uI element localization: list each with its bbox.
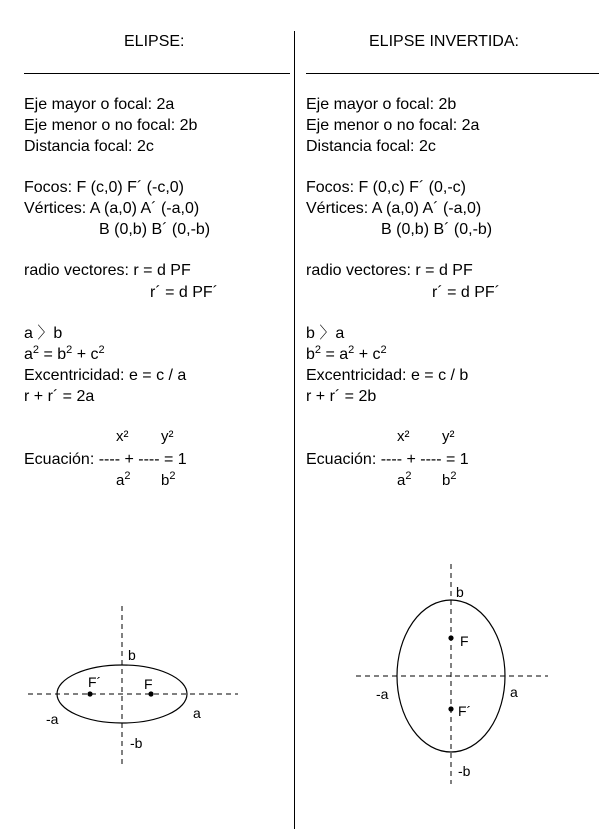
right-pit-plus: + c [354,346,381,363]
left-label-focus: F [144,676,153,692]
right-pit-eq: = a [321,346,349,363]
left-pit-plus: + c [72,346,99,363]
right-distancia-focal: Distancia focal: 2c [306,138,436,155]
left-focos: Focos: F (c,0) F´ (-c,0) [24,179,184,196]
right-label-minus-a: -a [376,686,389,702]
left-pit-a: a [24,346,33,363]
left-pit-exp2: 2 [66,344,73,356]
left-label-minus-a: -a [46,711,59,727]
right-eq-y-den-exp: 2 [450,470,457,482]
right-vertices-b: B (0,b) B´ (0,-b) [381,221,493,238]
right-pit-exp1: 2 [314,344,322,356]
right-relacion: b 〉a [306,325,345,342]
right-column-elipse-invertida [296,0,616,829]
right-pitagoras [306,345,387,366]
right-radio-vectores: radio vectores: r = d PF [306,262,473,279]
left-excentricidad: Excentricidad: e = c / a [24,367,187,384]
right-eq-x-num: x² [397,428,410,445]
right-suma-radios: r + r´ = 2b [306,388,377,405]
left-eq-y-den-base: b [161,472,170,489]
right-ellipse-diagram [296,560,616,790]
left-radio-prima: r´ = d PF´ [150,284,219,301]
left-eq-y-den-exp: 2 [169,470,176,482]
right-focos: Focos: F (0,c) F´ (0,-c) [306,179,466,196]
right-ecuacion: Ecuación: ---- + ---- = 1 [306,451,469,468]
right-eq-x-den [397,472,411,489]
right-label-minus-b: -b [458,763,471,779]
right-label-b: b [456,584,464,600]
left-title-rule [24,73,290,74]
left-eje-mayor: Eje mayor o focal: 2a [24,96,175,113]
left-eq-x-den [116,472,130,489]
right-focus-dot-top [448,635,453,640]
right-vertices-a: Vértices: A (a,0) A´ (-a,0) [306,200,482,217]
left-eq-y-den [161,472,175,489]
left-eje-menor: Eje menor o no focal: 2b [24,117,198,134]
right-pit-exp3: 2 [380,344,387,356]
right-radio-prima: r´ = d PF´ [432,284,501,301]
right-eq-x-den-exp: 2 [405,470,412,482]
right-pit-exp2: 2 [348,344,355,356]
left-ecuacion: Ecuación: ---- + ---- = 1 [24,451,187,468]
left-label-focus-prime: F´ [88,674,102,690]
left-focus-dot-right [148,691,153,696]
right-eq-y-den-base: b [442,472,451,489]
left-eq-x-den-exp: 2 [124,470,131,482]
left-vertices-a: Vértices: A (a,0) A´ (-a,0) [24,200,200,217]
left-radio-vectores: radio vectores: r = d PF [24,262,191,279]
right-eq-x-den-base: a [397,472,406,489]
right-excentricidad: Excentricidad: e = c / b [306,367,469,384]
right-eq-y-den [442,472,456,489]
right-title: ELIPSE INVERTIDA: [369,33,519,50]
left-label-a: a [193,705,201,721]
left-column-elipse [0,0,293,829]
left-pit-exp1: 2 [32,344,40,356]
left-eq-x-den-base: a [116,472,125,489]
right-label-focus: F [460,633,469,649]
left-distancia-focal: Distancia focal: 2c [24,138,154,155]
right-eq-y-num: y² [442,428,455,445]
left-pit-exp3: 2 [98,344,105,356]
left-pitagoras [24,345,105,366]
left-label-b: b [128,647,136,663]
right-label-a: a [510,684,518,700]
left-title: ELIPSE: [124,33,185,50]
right-label-focus-prime: F´ [458,703,472,719]
left-suma-radios: r + r´ = 2a [24,388,95,405]
left-vertices-b: B (0,b) B´ (0,-b) [99,221,211,238]
left-focus-dot-left [87,691,92,696]
left-relacion: a 〉b [24,325,63,342]
left-ellipse-diagram [0,600,293,770]
left-label-minus-b: -b [130,735,143,751]
left-pit-eq: = b [39,346,67,363]
column-divider [294,31,295,829]
right-eje-mayor: Eje mayor o focal: 2b [306,96,457,113]
left-eq-y-num: y² [161,428,174,445]
right-eje-menor: Eje menor o no focal: 2a [306,117,480,134]
right-focus-dot-bottom [448,706,453,711]
left-eq-x-num: x² [116,428,129,445]
right-pit-b: b [306,346,315,363]
right-title-rule [306,73,599,74]
